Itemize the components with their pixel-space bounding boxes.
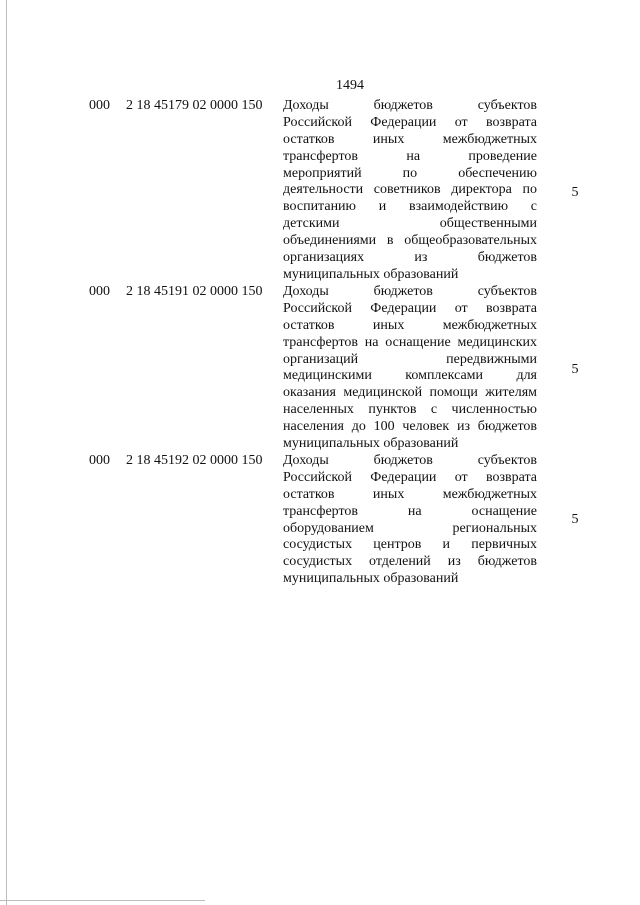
description-line: медицинскими комплексами для (283, 368, 537, 384)
description-line: объединениями в общеобразовательных (283, 233, 537, 249)
description-line: остатков иных межбюджетных (283, 131, 537, 147)
description-line: населенных пунктов с численностью (283, 402, 537, 418)
amount: 5 (571, 185, 579, 200)
description-line: детскими общественными (283, 216, 537, 232)
income-description (283, 453, 537, 588)
description-line: муниципальных образований (283, 436, 459, 452)
income-description (283, 284, 537, 453)
budget-classification-code: 2 18 45191 02 0000 150 (126, 284, 263, 299)
description-line: трансфертов на оснащение медицинских (283, 334, 537, 350)
description-line: Доходы бюджетов субъектов (283, 453, 537, 468)
budget-classification-code: 2 18 45192 02 0000 150 (126, 453, 263, 468)
description-line: сосудистых отделений из бюджетов (283, 554, 537, 570)
description-line: организаций передвижными (283, 351, 537, 367)
description-line: Российской Федерации от возврата (283, 114, 537, 130)
description-line: Доходы бюджетов субъектов (283, 98, 537, 113)
income-description (283, 98, 537, 284)
description-line: трансфертов на проведение (283, 148, 537, 164)
description-line: остатков иных межбюджетных (283, 317, 537, 333)
admin-code: 000 (89, 453, 110, 468)
amount: 5 (571, 512, 579, 527)
scan-border-bottom (0, 900, 205, 901)
description-line: организациях из бюджетов (283, 250, 537, 266)
description-line: остатков иных межбюджетных (283, 486, 537, 502)
description-line: воспитанию и взаимодействию с (283, 199, 537, 215)
description-line: сосудистых центров и первичных (283, 537, 537, 553)
description-line: мероприятий по обеспечению (283, 165, 537, 181)
description-line: муниципальных образований (283, 571, 459, 587)
amount: 5 (571, 362, 579, 377)
description-line: Доходы бюджетов субъектов (283, 284, 537, 299)
description-line: оказания медицинской помощи жителям (283, 385, 537, 401)
scan-border-left (6, 0, 7, 905)
description-line: муниципальных образований (283, 266, 459, 282)
description-line: Российской Федерации от возврата (283, 469, 537, 485)
admin-code: 000 (89, 284, 110, 299)
description-line: оборудованием региональных (283, 520, 537, 536)
page-number: 1494 (336, 78, 364, 93)
budget-classification-code: 2 18 45179 02 0000 150 (126, 98, 263, 113)
description-line: деятельности советников директора по (283, 182, 537, 198)
description-line: Российской Федерации от возврата (283, 300, 537, 316)
description-line: трансфертов на оснащение (283, 503, 537, 519)
admin-code: 000 (89, 98, 110, 113)
description-line: населения до 100 человек из бюджетов (283, 419, 537, 435)
